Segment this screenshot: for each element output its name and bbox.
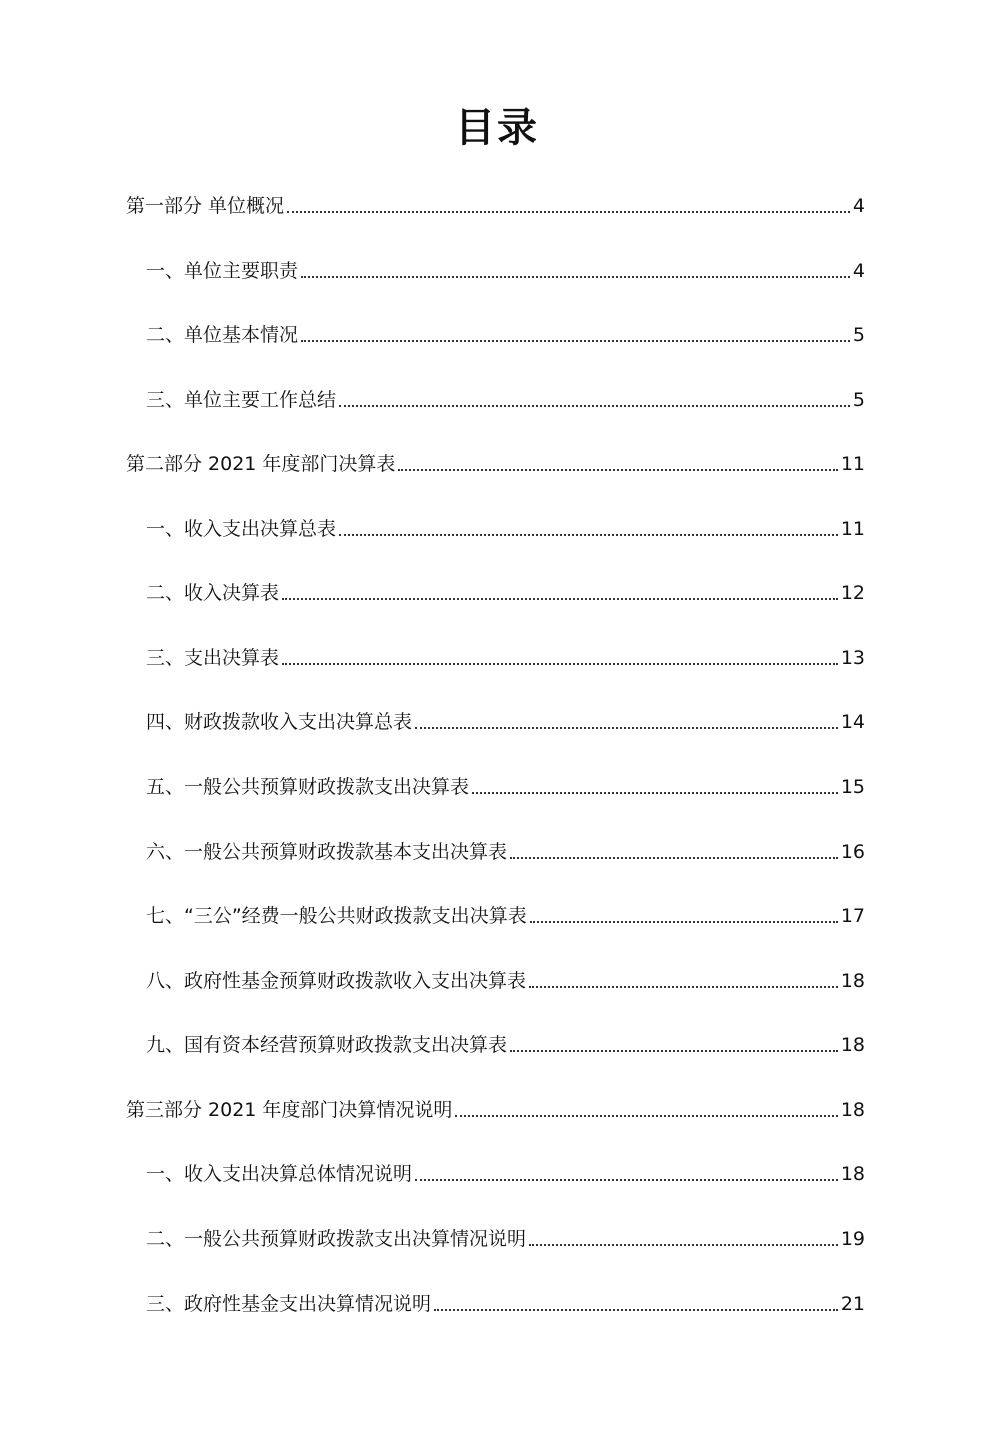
toc-leader-dots <box>415 1179 838 1181</box>
toc-entry[interactable] <box>146 1290 865 1318</box>
toc-leader-dots <box>510 857 838 859</box>
toc-entry-page: 12 <box>840 582 865 604</box>
toc-entry-label: 三、单位主要工作总结 <box>146 389 337 411</box>
toc-entry[interactable] <box>146 644 865 672</box>
toc-leader-dots <box>301 276 850 278</box>
toc-entry-page: 15 <box>840 776 865 798</box>
toc-entry-label: 三、政府性基金支出决算情况说明 <box>146 1293 432 1315</box>
toc-entry[interactable] <box>146 1160 865 1188</box>
toc-entry-page: 13 <box>840 647 865 669</box>
toc-leader-dots <box>287 211 850 213</box>
toc-entry[interactable] <box>146 579 865 607</box>
toc-entry-page: 17 <box>840 905 865 927</box>
toc-entry-label: 二、收入决算表 <box>146 582 280 604</box>
toc-entry-label: 一、收入支出决算总表 <box>146 518 337 540</box>
toc-leader-dots <box>529 1244 838 1246</box>
toc-leader-dots <box>510 1050 838 1052</box>
toc-entry-page: 18 <box>840 1099 865 1121</box>
toc-entry[interactable] <box>146 902 865 930</box>
toc-leader-dots <box>455 1115 837 1117</box>
toc-entry-label: 四、财政拨款收入支出决算总表 <box>146 711 413 733</box>
toc-entry[interactable] <box>146 1225 865 1253</box>
toc-leader-dots <box>282 598 838 600</box>
toc-entry-page: 4 <box>852 195 865 217</box>
toc-entry-page: 5 <box>852 324 865 346</box>
toc-entry-label: 七、“三公”经费一般公共财政拨款支出决算表 <box>146 905 527 927</box>
toc-leader-dots <box>339 405 850 407</box>
toc-entry[interactable] <box>146 708 865 736</box>
toc-entry[interactable] <box>146 967 865 995</box>
toc-leader-dots <box>530 921 838 923</box>
toc-entry[interactable] <box>146 515 865 543</box>
toc-entry-page: 14 <box>840 711 865 733</box>
toc-entry-page: 18 <box>840 1163 865 1185</box>
toc-entry-page: 4 <box>852 260 865 282</box>
toc-entry-page: 18 <box>840 1034 865 1056</box>
toc-entry-page: 11 <box>840 518 865 540</box>
toc-entry-label: 八、政府性基金预算财政拨款收入支出决算表 <box>146 970 527 992</box>
toc-entry[interactable] <box>126 192 865 220</box>
toc-entry[interactable] <box>146 257 865 285</box>
toc-entry-page: 16 <box>840 841 865 863</box>
toc-entry-label: 二、一般公共预算财政拨款支出决算情况说明 <box>146 1228 527 1250</box>
toc-entry-label: 一、收入支出决算总体情况说明 <box>146 1163 413 1185</box>
toc-entry[interactable] <box>126 450 865 478</box>
toc-leader-dots <box>415 727 838 729</box>
toc-entry-page: 21 <box>840 1293 865 1315</box>
toc-leader-dots <box>434 1309 838 1311</box>
page-title: 目录 <box>455 105 539 151</box>
toc-leader-dots <box>472 792 838 794</box>
toc-entry[interactable] <box>146 838 865 866</box>
toc-entry-page: 19 <box>840 1228 865 1250</box>
toc-entry-label: 六、一般公共预算财政拨款基本支出决算表 <box>146 841 508 863</box>
toc-entry-label: 二、单位基本情况 <box>146 324 299 346</box>
toc-entry-label: 第三部分 2021 年度部门决算情况说明 <box>126 1099 453 1121</box>
toc-entry-label: 九、国有资本经营预算财政拨款支出决算表 <box>146 1034 508 1056</box>
toc-leader-dots <box>339 534 838 536</box>
toc-entry[interactable] <box>146 773 865 801</box>
toc-entry[interactable] <box>146 1031 865 1059</box>
toc-entry-label: 第一部分 单位概况 <box>126 195 285 217</box>
toc-leader-dots <box>301 340 850 342</box>
toc-entry-page: 18 <box>840 970 865 992</box>
toc-entry-label: 三、支出决算表 <box>146 647 280 669</box>
toc-entry[interactable] <box>146 321 865 349</box>
toc-entry-label: 五、一般公共预算财政拨款支出决算表 <box>146 776 470 798</box>
toc-entry[interactable] <box>126 1096 865 1124</box>
toc-entry-page: 5 <box>852 389 865 411</box>
toc-entry-label: 第二部分 2021 年度部门决算表 <box>126 453 396 475</box>
toc-leader-dots <box>282 663 838 665</box>
toc-leader-dots <box>398 469 837 471</box>
toc-entry-label: 一、单位主要职责 <box>146 260 299 282</box>
toc-entry-page: 11 <box>840 453 865 475</box>
toc-entry[interactable] <box>146 386 865 414</box>
toc-leader-dots <box>529 986 838 988</box>
